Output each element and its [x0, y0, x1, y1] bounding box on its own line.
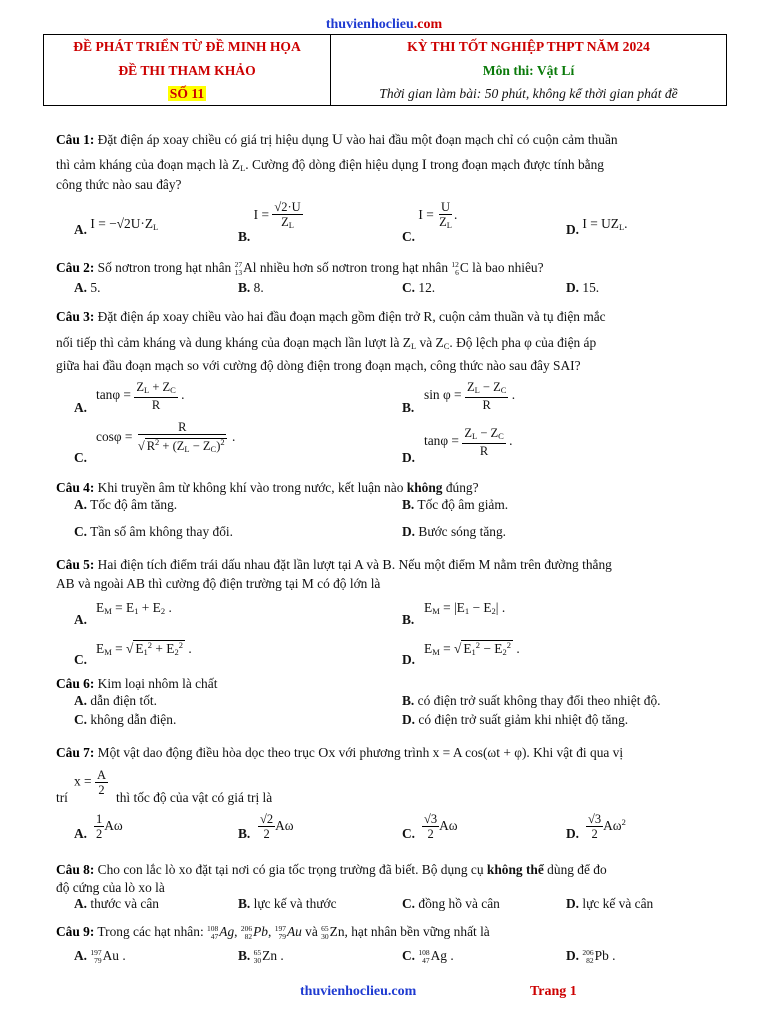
question-1-line3: công thức nào sau đây? — [56, 177, 182, 192]
footer-page-number: Trang 1 — [530, 984, 577, 999]
option-c[interactable]: C. I = $\frac{U}{Z_L}$ . — [402, 200, 458, 245]
question-3-line2: nối tiếp thì cảm kháng và dung kháng của đoạn mạch lần lượt là $Z_L$ và $Z_C$. Độ lệch pha φ của điện áp — [56, 335, 597, 351]
option-a[interactable]: A. Tốc độ âm tăng. — [74, 497, 178, 512]
question-5-options-ab — [56, 598, 716, 628]
option-d[interactable]: D. có điện trở suất giảm khi nhiệt độ tăng. — [402, 712, 629, 727]
formula-d: tanφ = $\frac{Z_L - Z_C}{R}$ . — [424, 426, 513, 458]
option-a[interactable]: A. — [74, 612, 88, 627]
question-1: Câu 1: Đặt điện áp xoay chiều có giá trị hiệu dụng U vào hai đầu một đoạn mạch chỉ có cuộn cảm thuần — [56, 132, 618, 148]
header-left-title: ĐỀ PHÁT TRIỂN TỪ ĐỀ MINH HỌA — [73, 39, 301, 54]
option-d[interactable]: D. 15. — [566, 280, 600, 295]
option-d[interactable]: D. $I = UZ_L$. — [566, 216, 628, 237]
question-8: Câu 8: Cho con lắc lò xo đặt tại nơi có gia tốc trọng trường đã biết. Bộ dụng cụ không thể dùng để đo — [56, 862, 607, 877]
question-2-options — [56, 280, 716, 300]
question-3-options-ab — [56, 380, 716, 418]
question-8-options — [56, 896, 716, 916]
formula-a: $\frac{1}{2}$ Aω — [96, 812, 123, 841]
option-c[interactable]: C. 108 47 Ag . — [402, 947, 454, 965]
question-7: Câu 7: Một vật dao động điều hòa dọc theo trục Ox với phương trình x = A cos(ωt + φ). Khi vật đi qua vị — [56, 745, 624, 761]
formula-a: $E_M = E_1 + E_2$ . — [96, 600, 172, 616]
formula-a: tanφ = $\frac{Z_L + Z_C}{R}$ . — [96, 380, 185, 412]
question-4-options-ab — [56, 497, 716, 517]
option-a[interactable]: A. — [74, 400, 88, 415]
header-left-subtitle: ĐỀ THI THAM KHẢO — [118, 63, 256, 78]
header-left — [44, 35, 331, 106]
option-a[interactable]: A. 197 79 Au . — [74, 947, 126, 965]
option-a[interactable]: A. dẫn điện tốt. — [74, 693, 157, 708]
question-6-options-ab — [56, 693, 716, 713]
footer-site: thuvienhoclieu.com — [300, 984, 417, 999]
question-5-options-cd — [56, 638, 716, 668]
option-a[interactable]: A. thước và cân — [74, 896, 160, 911]
header-duration: Thời gian làm bài: 50 phút, không kể thời gian phát đề — [379, 86, 678, 101]
question-6: Câu 6: Kim loại nhôm là chất — [56, 676, 218, 691]
formula-b: $\frac{√2}{2}$ Aω — [260, 812, 294, 841]
question-6-options-cd — [56, 712, 716, 732]
option-b[interactable]: B. I = $\frac{√2\cdot U}{Z_L}$ — [238, 200, 301, 245]
option-c[interactable]: C. — [402, 826, 416, 841]
header-right-title: KỲ THI TỐT NGHIỆP THPT NĂM 2024 — [407, 39, 650, 54]
exam-header — [43, 34, 727, 106]
formula-d: $\frac{√3}{2}$ $A\omega^2$ — [588, 812, 626, 841]
option-a[interactable]: A. — [74, 826, 88, 841]
header-subject: Môn thi: Vật Lí — [482, 63, 575, 78]
question-7-line2: trí x = $\frac{A}{2}$ thì tốc độ của vật có giá trị là — [56, 768, 273, 805]
option-d[interactable]: D. lực kế và cân — [566, 896, 654, 911]
formula-b: sin φ = $\frac{Z_L - Z_C}{R}$ . — [424, 380, 516, 412]
option-b[interactable]: B. lực kế và thước — [238, 896, 337, 911]
question-5-line2: AB và ngoài AB thì cường độ điện trường tại M có độ lớn là — [56, 576, 381, 591]
formula-c: cosφ = $\frac{R}{√ R^2 + (Z_L - Z_C)^2}$ . — [96, 420, 236, 454]
question-3: Câu 3: Đặt điện áp xoay chiều vào hai đầu đoạn mạch gồm điện trở R, cuộn cảm thuần và tụ điện mắc — [56, 309, 606, 324]
question-4-options-cd — [56, 524, 716, 544]
option-c[interactable]: C. không dẫn điện. — [74, 712, 177, 727]
option-a[interactable]: A. $I = -√2U\cdot Z_L$ — [74, 216, 159, 237]
question-9: Câu 9: Trong các hạt nhân: 108 47 Ag, 206 82 Pb, 197 79 Au và 65 30 Zn, hạt nhân bền vững nhất là — [56, 923, 490, 941]
question-8-line2: độ cứng của lò xo là — [56, 880, 165, 895]
option-d[interactable]: D. — [402, 652, 416, 667]
formula-d: $E_M$ = √ $E_1^2 - E_2^2$ . — [424, 640, 520, 657]
option-a[interactable]: A. 5. — [74, 280, 101, 295]
option-d[interactable]: D. — [402, 450, 416, 465]
option-b[interactable]: B. — [402, 612, 415, 627]
question-2: Câu 2: Số nơtron trong hạt nhân 27 13 Al nhiều hơn số nơtron trong hạt nhân 12 6 C là bao nhiêu? — [56, 259, 544, 277]
question-1-line2: thì cảm kháng của đoạn mạch là $Z_L$. Cường độ dòng điện hiệu dụng I trong đoạn mạch được tính bằng — [56, 157, 604, 173]
formula-b: $E_M = |E_1 - E_2|$ . — [424, 600, 506, 616]
question-5: Câu 5: Hai điện tích điểm trái dấu nhau đặt lần lượt tại A và B. Nếu một điểm M nằm trên đường thẳng — [56, 557, 612, 573]
option-c[interactable]: C. đồng hồ và cân — [402, 896, 500, 911]
option-d[interactable]: D. Bước sóng tăng. — [402, 524, 506, 539]
question-3-line3: giữa hai đầu đoạn mạch so với cường độ dòng điện trong đoạn mạch, công thức nào sau đây SAI? — [56, 358, 581, 373]
option-c[interactable]: C. 12. — [402, 280, 436, 295]
question-4: Câu 4: Khi truyền âm từ không khí vào trong nước, kết luận nào không đúng? — [56, 480, 479, 495]
question-1-options — [56, 200, 716, 245]
option-c[interactable]: C. — [74, 652, 88, 667]
header-exam-number: SỐ 11 — [169, 86, 205, 101]
option-d[interactable]: D. — [566, 826, 580, 841]
option-b[interactable]: B. Tốc độ âm giảm. — [402, 497, 509, 512]
header-right — [331, 35, 727, 106]
option-c[interactable]: C. Tần số âm không thay đổi. — [74, 524, 233, 539]
option-b[interactable]: B. — [402, 400, 415, 415]
option-b[interactable]: B. 8. — [238, 280, 264, 295]
option-b[interactable]: B. có điện trở suất không thay đổi theo nhiệt độ. — [402, 693, 661, 708]
formula-c: $E_M$ = √ $E_1^2 + E_2^2$ . — [96, 640, 192, 657]
option-b[interactable]: B. 65 30 Zn . — [238, 947, 284, 965]
question-7-options — [56, 810, 716, 846]
option-d[interactable]: D. 206 82 Pb . — [566, 947, 616, 965]
question-9-options — [56, 948, 716, 970]
question-3-options-cd — [56, 420, 716, 468]
option-b[interactable]: B. — [238, 826, 251, 841]
option-c[interactable]: C. — [74, 450, 88, 465]
formula-c: $\frac{√3}{2}$ Aω — [424, 812, 458, 841]
site-name-top: thuvienhoclieu.com — [325, 17, 443, 32]
